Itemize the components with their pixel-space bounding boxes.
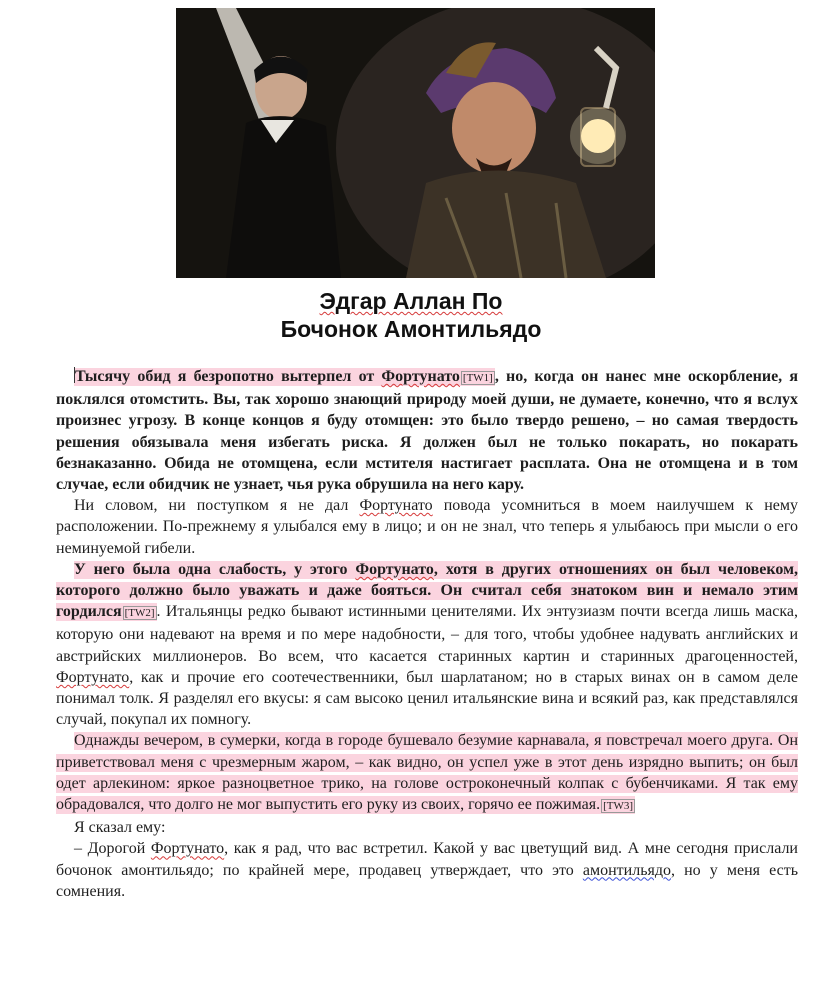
paragraph-6[interactable]: – Дорогой Фортунато, как я рад, что вас встретил. Какой у вас цветущий вид. А мне сегодня прислали бочонок амонтильядо; по крайней мере, продавец утверждает, что это амонтильядо, но у меня есть сомнения. [56,840,798,900]
document-heading [0,287,822,343]
document-body [56,366,798,902]
paragraph-4[interactable]: Однажды вечером, в сумерки, когда в городе бушевало безумие карнавала, я повстречал моего друга. Он приветствовал меня с чрезмерным жаром, – как видно, он успел уже в этот день изрядно выпить; он был одет арлекином: яркое разноцветное трико, на голове остроконечный колпак с бубенчиками. Я так ему обрадовался, что долго не мог выпустить его руку из своих, горячо ее пожимая. [TW3] [56,732,798,814]
header-photo [176,8,655,278]
comment-marker[interactable]: [TW3] [603,800,634,813]
comment-marker[interactable]: [TW1] [462,372,493,384]
paragraph-1[interactable]: Тысячу обид я безропотно вытерпел от Фортунато [TW1] , но, когда он нанес мне оскорбление, я поклялся отомстить. Вы, так хорошо знающий природу моей души, не думаете, конечно, что я вслух произнес угрозу. В конце концов я буду отомщен: это было твердо решено, – но самая твердость решения обязывала меня избегать риска. Я должен был не только покарать, но покарать безнаказанно. Обида не отомщена, если мстителя настигает расплата. Она не отомщена и в том случае, если обидчик не узнает, чья рука обрушила на него кару. [56,368,798,494]
comment-marker[interactable]: [TW2] [124,607,155,620]
story-title: Бочонок Амонтильядо [280,316,542,342]
paragraph-3[interactable]: У него была одна слабость, у этого Фортунато, хотя в других отношениях он был человеком, которого должно было уважать и даже бояться. Он считал себя знатоком вин и немало этим гордился [TW2] . Итальянцы редко бывают истинными ценителями. Их энтузиазм почти всегда лишь маска, которую они надевают на время и по мере надобности, – для того, чтобы удобнее надувать английских и австрийских миллионеров. Во всем, что касается старинных картин и старинных драгоценностей, Фортунато, как и прочие его соотечественники, был шарлатаном; но в старых винах он в самом деле понимал толк. Я разделял его вкусы: я сам высоко ценил итальянские вина и всякий раз, как представлялся случай, покупал их помногу. [56,560,798,729]
author-name: Эдгар Аллан По [319,288,503,314]
paragraph-5[interactable]: Я сказал ему: [74,819,166,837]
paragraph-2[interactable]: Ни словом, ни поступком я не дал Фортунато повода усомниться в моем наилучшем к нему расположении. По-прежнему я улыбался ему в лицо; и он не знал, что теперь я улыбаюсь при мысли о его неминуемой гибели. [56,497,799,557]
bottom-fade [0,920,822,990]
film-still-illustration [176,8,655,278]
